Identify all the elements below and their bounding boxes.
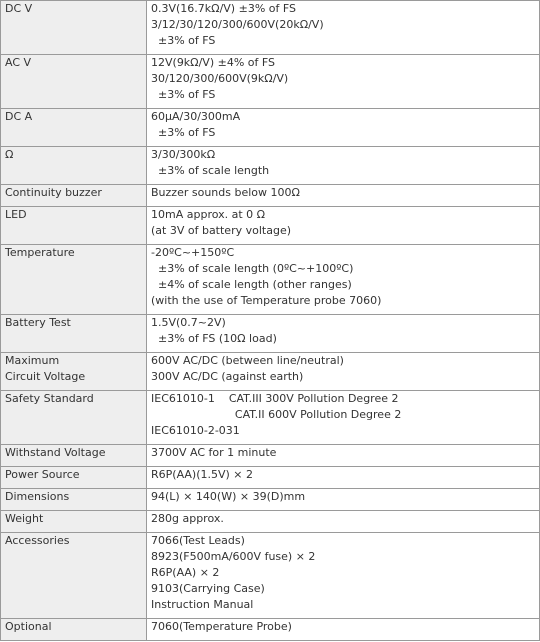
- spec-label-line: Optional: [5, 620, 52, 633]
- spec-label-line: Ω: [5, 148, 14, 161]
- spec-table-body: [1, 1, 540, 641]
- spec-value: [147, 207, 540, 245]
- spec-row: [1, 1, 540, 55]
- spec-value: [147, 445, 540, 467]
- spec-value-line: 9103(Carrying Case): [151, 582, 265, 595]
- spec-label: [1, 619, 147, 641]
- spec-label: [1, 315, 147, 353]
- spec-label: [1, 445, 147, 467]
- spec-value-line: 3/12/30/120/300/600V(20kΩ/V): [151, 18, 324, 31]
- spec-value-line: 300V AC/DC (against earth): [151, 370, 304, 383]
- spec-row: [1, 489, 540, 511]
- spec-row: [1, 467, 540, 489]
- spec-value: [147, 511, 540, 533]
- spec-value-line: (at 3V of battery voltage): [151, 224, 291, 237]
- spec-label-line: Circuit Voltage: [5, 370, 86, 383]
- spec-value: [147, 467, 540, 489]
- spec-value: [147, 315, 540, 353]
- spec-label: [1, 147, 147, 185]
- spec-label-line: AC V: [5, 56, 32, 69]
- spec-value: [147, 109, 540, 147]
- spec-row: [1, 55, 540, 109]
- spec-label: [1, 1, 147, 55]
- spec-label-line: Accessories: [5, 534, 70, 547]
- spec-value-line: Instruction Manual: [151, 598, 254, 611]
- spec-value-line: 3/30/300kΩ: [151, 148, 216, 161]
- spec-value-line: ±3% of FS (10Ω load): [151, 332, 277, 345]
- spec-label: [1, 511, 147, 533]
- spec-value-line: ±3% of scale length (0ºC~+100ºC): [151, 262, 354, 275]
- spec-value: [147, 245, 540, 315]
- spec-label-line: Temperature: [5, 246, 75, 259]
- spec-value-line: 60μA/30/300mA: [151, 110, 241, 123]
- spec-label-line: Power Source: [5, 468, 80, 481]
- spec-value-line: Buzzer sounds below 100Ω: [151, 186, 300, 199]
- spec-value-line: 280g approx.: [151, 512, 224, 525]
- spec-label: [1, 353, 147, 391]
- spec-label-line: Safety Standard: [5, 392, 94, 405]
- spec-value-line: 7066(Test Leads): [151, 534, 245, 547]
- spec-value-line: ±3% of scale length: [151, 164, 270, 177]
- spec-label: [1, 55, 147, 109]
- spec-row: [1, 511, 540, 533]
- spec-label-line: DC A: [5, 110, 33, 123]
- spec-value-line: 3700V AC for 1 minute: [151, 446, 277, 459]
- spec-label: [1, 245, 147, 315]
- spec-label: [1, 467, 147, 489]
- spec-label-line: Continuity buzzer: [5, 186, 102, 199]
- spec-value-line: R6P(AA)(1.5V) × 2: [151, 468, 254, 481]
- spec-label: [1, 109, 147, 147]
- spec-label-line: Weight: [5, 512, 44, 525]
- spec-value: [147, 185, 540, 207]
- spec-row: [1, 315, 540, 353]
- spec-row: [1, 109, 540, 147]
- spec-label: [1, 489, 147, 511]
- spec-label-line: DC V: [5, 2, 33, 15]
- spec-row: [1, 353, 540, 391]
- spec-label: [1, 207, 147, 245]
- spec-value: [147, 489, 540, 511]
- spec-value: [147, 353, 540, 391]
- spec-value-line: ±4% of scale length (other ranges): [151, 278, 352, 291]
- spec-value-line: ±3% of FS: [151, 34, 216, 47]
- spec-label: [1, 391, 147, 445]
- spec-value: [147, 147, 540, 185]
- spec-row: [1, 245, 540, 315]
- spec-value: [147, 619, 540, 641]
- spec-value: [147, 533, 540, 619]
- spec-value-line: 12V(9kΩ/V) ±4% of FS: [151, 56, 275, 69]
- spec-value: [147, 391, 540, 445]
- spec-value-line: (with the use of Temperature probe 7060): [151, 294, 382, 307]
- spec-value-line: IEC61010-1 CAT.III 300V Pollution Degree 2: [151, 392, 399, 405]
- spec-row: [1, 185, 540, 207]
- spec-value-line: ±3% of FS: [151, 126, 216, 139]
- spec-value: [147, 55, 540, 109]
- spec-value-line: R6P(AA) × 2: [151, 566, 220, 579]
- spec-label-line: Maximum: [5, 354, 60, 367]
- spec-value-line: 600V AC/DC (between line/neutral): [151, 354, 344, 367]
- spec-value-line: 10mA approx. at 0 Ω: [151, 208, 266, 221]
- spec-value-line: 94(L) × 140(W) × 39(D)mm: [151, 490, 306, 503]
- spec-label-line: Battery Test: [5, 316, 71, 329]
- spec-row: [1, 445, 540, 467]
- spec-row: [1, 533, 540, 619]
- spec-value-line: -20ºC~+150ºC: [151, 246, 235, 259]
- spec-value-line: 0.3V(16.7kΩ/V) ±3% of FS: [151, 2, 296, 15]
- spec-label: [1, 185, 147, 207]
- spec-value-line: 30/120/300/600V(9kΩ/V): [151, 72, 289, 85]
- spec-label-line: Dimensions: [5, 490, 70, 503]
- spec-value-line: 8923(F500mA/600V fuse) × 2: [151, 550, 316, 563]
- spec-label-line: Withstand Voltage: [5, 446, 106, 459]
- spec-label: [1, 533, 147, 619]
- spec-value-line: 7060(Temperature Probe): [151, 620, 292, 633]
- spec-row: [1, 207, 540, 245]
- spec-value-line: IEC61010-2-031: [151, 424, 240, 437]
- spec-label-line: LED: [5, 208, 27, 221]
- spec-row: [1, 147, 540, 185]
- spec-value-line: CAT.II 600V Pollution Degree 2: [151, 408, 402, 421]
- spec-value: [147, 1, 540, 55]
- spec-row: [1, 391, 540, 445]
- spec-row: [1, 619, 540, 641]
- spec-value-line: ±3% of FS: [151, 88, 216, 101]
- spec-value-line: 1.5V(0.7~2V): [151, 316, 226, 329]
